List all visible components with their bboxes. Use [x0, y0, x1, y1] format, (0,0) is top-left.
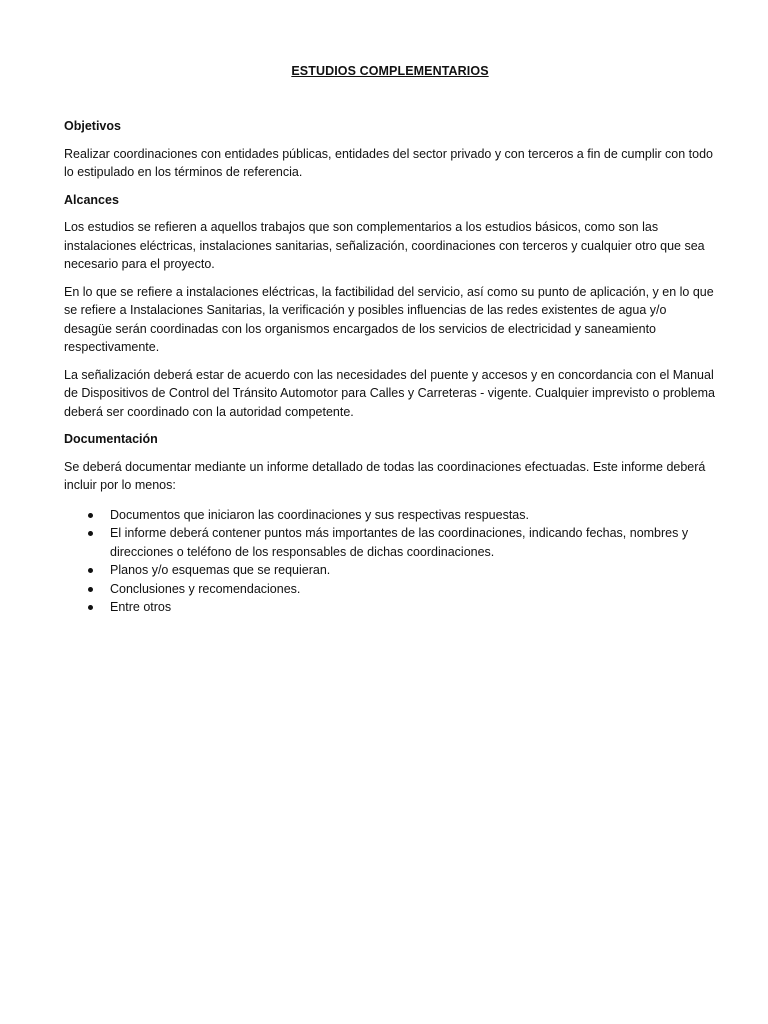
bullet-icon [88, 531, 93, 536]
list-item-text: Documentos que iniciaron las coordinaciones y sus respectivas respuestas. [110, 507, 529, 522]
document-body [64, 117, 716, 617]
bullet-icon [88, 568, 93, 573]
documentacion-paragraph: Se deberá documentar mediante un informe detallado de todas las coordinaciones efectuadas. Este informe deberá incluir por lo menos: [64, 459, 706, 492]
list-item [64, 561, 716, 580]
list-item [64, 524, 716, 561]
list-item-text: Planos y/o esquemas que se requieran. [110, 563, 331, 577]
list-item-text: Entre otros [110, 600, 172, 614]
bullet-icon [88, 605, 93, 610]
objetivos-paragraph: Realizar coordinaciones con entidades públicas, entidades del sector privado y con terceros a fin de cumplir con todo lo estipulado en los términos de referencia. [64, 146, 713, 179]
list-item-text: El informe deberá contener puntos más importantes de las coordinaciones, indicando fechas, nombres y direcciones o teléfono de los responsables de dichas coordinaciones. [110, 526, 689, 559]
list-item [64, 580, 716, 599]
alcances-paragraph-3: La señalización deberá estar de acuerdo con las necesidades del puente y accesos y en concordancia con el Manual de Dispositivos de Control del Tránsito Automotor para Calles y Carreteras - vigente. Cualquier imprevisto o problema deberá ser coordinado con la autoridad competente. [64, 367, 715, 419]
heading-alcances: Alcances [64, 192, 119, 207]
heading-objetivos: Objetivos [64, 119, 121, 133]
bullet-icon [88, 513, 93, 518]
documentacion-list [64, 506, 716, 617]
heading-documentacion: Documentación [64, 432, 158, 446]
alcances-paragraph-2: En lo que se refiere a instalaciones eléctricas, la factibilidad del servicio, así como su punto de aplicación, y en lo que se refiere a Instalaciones Sanitarias, la verificación y posibles influencias de las redes existentes de agua y/o desagüe serán coordinadas con los organismos encargados de los servicios de electricidad y saneamiento respectivamente. [64, 284, 714, 354]
list-item [64, 506, 716, 525]
alcances-paragraph-1: Los estudios se refieren a aquellos trabajos que son complementarios a los estudios básicos, como son las instalaciones eléctricas, instalaciones sanitarias, señalización, coordinaciones con terceros y cualquier otro que sea necesario para el proyecto. [64, 220, 705, 271]
document-title: ESTUDIOS COMPLEMENTARIOS [291, 64, 489, 78]
list-item [64, 598, 716, 617]
list-item-text: Conclusiones y recomendaciones. [110, 581, 301, 596]
bullet-icon [88, 587, 93, 592]
